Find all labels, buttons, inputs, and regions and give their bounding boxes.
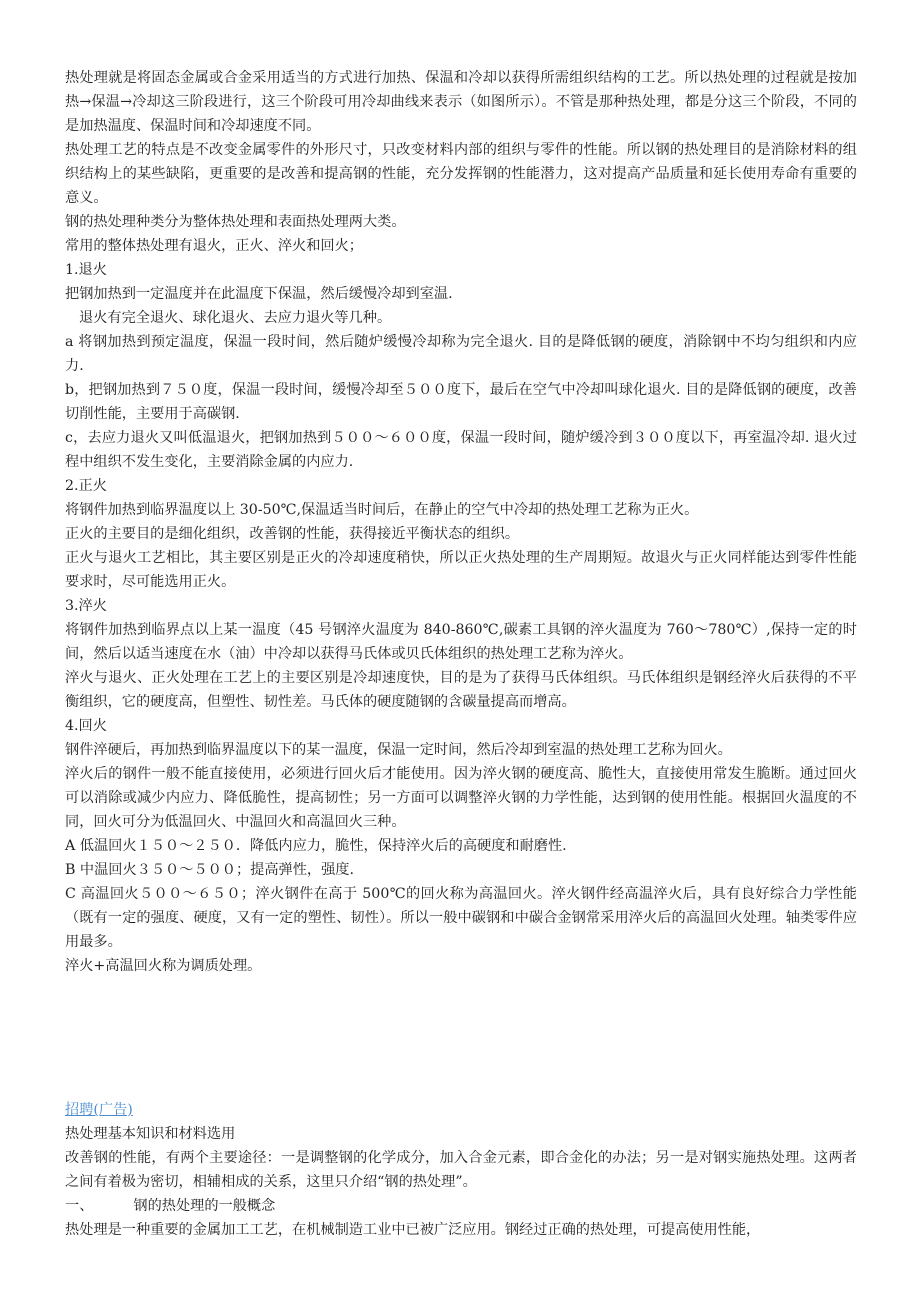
paragraph-tempering-a: A 低温回火１５０～２５０．降低内应力，脆性，保持淬火后的高硬度和耐磨性. [65, 838, 567, 854]
paragraph-features: 热处理工艺的特点是不改变金属零件的外形尺寸，只改变材料内部的组织与零件的性能。所以钢的热处理目的是消除材料的组织结构上的某些缺陷，更重要的是改善和提高钢的性能，充分发挥钢的性能潜力，这对提高产品质量和延长使用寿命有重要的意义。 [65, 142, 857, 206]
section-last-line: 热处理是一种重要的金属加工工艺，在机械制造工业中已被广泛应用。钢经过正确的热处理，可提高使用性能， [65, 1222, 761, 1238]
paragraph-quench-temper: 淬火+高温回火称为调质处理。 [65, 958, 262, 974]
paragraph-tempering-c: C 高温回火５００～６５０；淬火钢件在高于 500℃的回火称为高温回火。淬火钢件经高温淬火后，具有良好综合力学性能（既有一定的强度、硬度，又有一定的塑性、韧性）。所以一般中碳钢和中碳合金钢常采用淬火后的高温回火处理。轴类零件应用最多。 [65, 886, 857, 950]
paragraph-common: 常用的整体热处理有退火，正火、淬火和回火； [65, 238, 363, 254]
paragraph-annealing-def: 把钢加热到一定温度并在此温度下保温，然后缓慢冷却到室温. [65, 286, 453, 302]
paragraph-types: 钢的热处理种类分为整体热处理和表面热处理两大类。 [65, 214, 406, 230]
heading-normalizing: 2.正火 [65, 478, 107, 494]
heading-tempering: 4.回火 [65, 718, 107, 734]
paragraph-normalizing-purpose: 正火的主要目的是细化组织，改善钢的性能，获得接近平衡状态的组织。 [65, 526, 520, 542]
paragraph-quenching-compare: 淬火与退火、正火处理在工艺上的主要区别是冷却速度快，目的是为了获得马氏体组织。马氏体组织是钢经淬火后获得的不平衡组织，它的硬度高，但塑性、韧性差。马氏体的硬度随钢的含碳量提高而增高。 [65, 670, 857, 710]
paragraph-annealing-b: b，把钢加热到７５０度，保温一段时间，缓慢冷却至５００度下，最后在空气中冷却叫球化退火. 目的是降低钢的硬度，改善切削性能，主要用于高碳钢. [65, 382, 857, 422]
section-heading-number: 一、 [65, 1198, 94, 1214]
paragraph-normalizing-def: 将钢件加热到临界温度以上 30-50℃,保温适当时间后，在静止的空气中冷却的热处理工艺称为正火。 [65, 502, 699, 518]
heading-annealing: 1.退火 [65, 262, 107, 278]
section-heading-text: 钢的热处理的一般概念 [133, 1198, 276, 1214]
paragraph-annealing-c: c，去应力退火又叫低温退火，把钢加热到５００～６００度，保温一段时间，随炉缓冷到３００度以下，再室温冷却. 退火过程中组织不发生变化，主要消除金属的内应力. [65, 430, 857, 470]
recruit-ad-link[interactable]: 招聘(广告) [65, 1102, 133, 1118]
blank-space [65, 978, 857, 1098]
paragraph-tempering-def: 钢件淬硬后，再加热到临界温度以下的某一温度，保温一定时间，然后冷却到室温的热处理工艺称为回火。 [65, 742, 732, 758]
paragraph-intro: 热处理就是将固态金属或合金采用适当的方式进行加热、保温和冷却以获得所需组织结构的工艺。所以热处理的过程就是按加热→保温→冷却这三阶段进行，这三个阶段可用冷却曲线来表示（如图所示）。不管是那种热处理，都是分这三个阶段，不同的是加热温度、保温时间和冷却速度不同。 [65, 70, 857, 134]
document-body [65, 66, 857, 1242]
section-heading [65, 1194, 857, 1218]
section-title: 热处理基本知识和材料选用 [65, 1126, 236, 1142]
heading-quenching: 3.淬火 [65, 598, 107, 614]
paragraph-annealing-kinds: 退火有完全退火、球化退火、去应力退火等几种。 [79, 310, 392, 326]
paragraph-annealing-a: a 将钢加热到预定温度，保温一段时间，然后随炉缓慢冷却称为完全退火. 目的是降低钢的硬度，消除钢中不均匀组织和内应力. [65, 334, 857, 374]
section-intro: 改善钢的性能，有两个主要途径：一是调整钢的化学成分，加入合金元素，即合金化的办法；另一是对钢实施热处理。这两者之间有着极为密切，相辅相成的关系，这里只介绍“钢的热处理”。 [65, 1150, 857, 1190]
paragraph-tempering-detail: 淬火后的钢件一般不能直接使用，必须进行回火后才能使用。因为淬火钢的硬度高、脆性大，直接使用常发生脆断。通过回火可以消除或减少内应力、降低脆性，提高韧性；另一方面可以调整淬火钢的力学性能，达到钢的使用性能。根据回火温度的不同，回火可分为低温回火、中温回火和高温回火三种。 [65, 766, 857, 830]
paragraph-normalizing-compare: 正火与退火工艺相比，其主要区别是正火的冷却速度稍快，所以正火热处理的生产周期短。故退火与正火同样能达到零件性能要求时，尽可能选用正火。 [65, 550, 857, 590]
paragraph-quenching-def: 将钢件加热到临界点以上某一温度（45 号钢淬火温度为 840-860℃,碳素工具钢的淬火温度为 760～780℃）,保持一定的时间，然后以适当速度在水（油）中冷却以获得马氏体或贝氏体组织的热处理工艺称为淬火。 [65, 622, 857, 662]
paragraph-tempering-b: B 中温回火３５０～５００；提高弹性，强度. [65, 862, 355, 878]
